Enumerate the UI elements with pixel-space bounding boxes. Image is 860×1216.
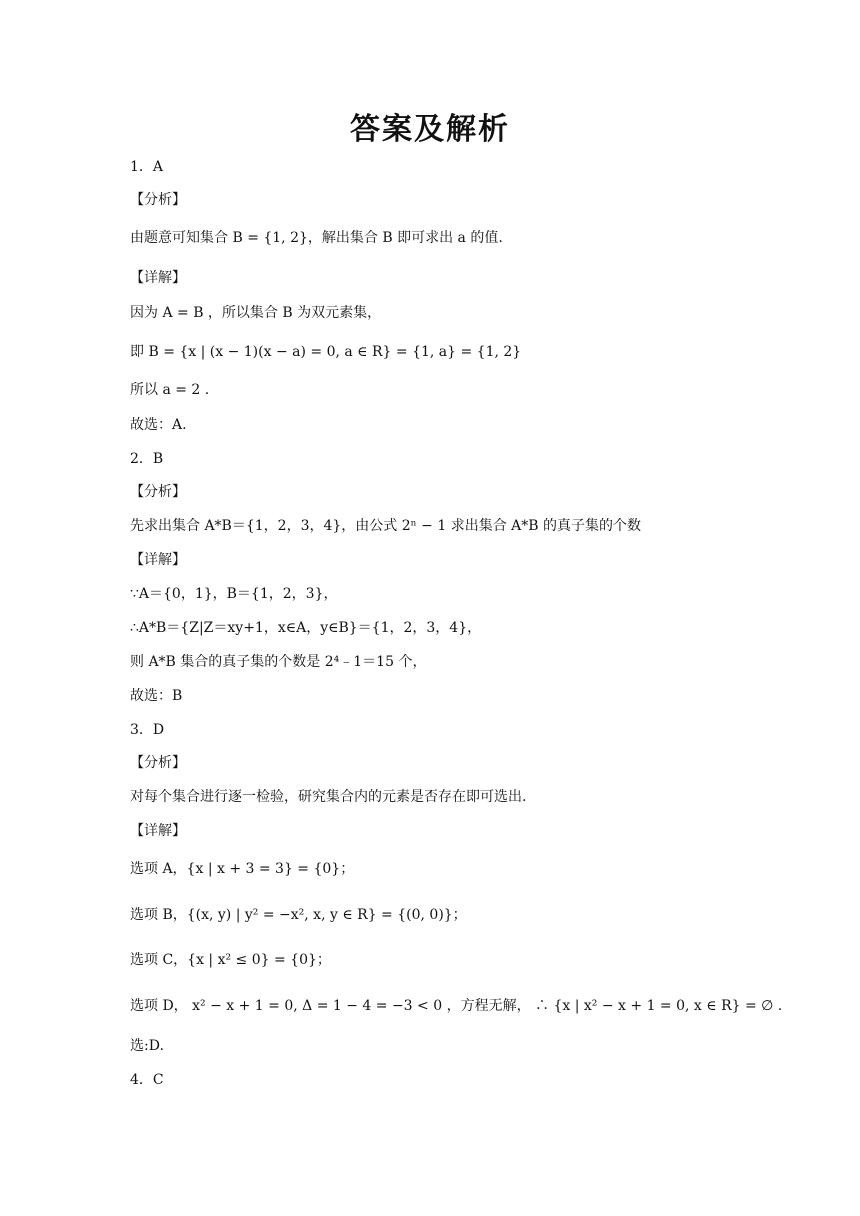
detail-text: 即 B = {x | (x − 1)(x − a) = 0, a ∈ R} = {1, a} = {1, 2} (130, 344, 522, 360)
question-4-answer: 4．C (130, 1072, 164, 1088)
analysis-text: 对每个集合进行逐一检验，研究集合内的元素是否存在即可选出. (130, 789, 527, 805)
analysis-heading: 【分析】 (130, 755, 186, 771)
detail-heading: 【详解】 (130, 270, 186, 286)
conclusion-text: 故选：A. (130, 417, 187, 433)
detail-heading: 【详解】 (130, 823, 186, 839)
conclusion-text: 故选：B (130, 688, 183, 704)
question-3-answer: 3．D (130, 722, 165, 738)
detail-text: ∴A*B＝{Z|Z＝xy+1，x∈A，y∈B}＝{1，2，3，4}， (130, 620, 482, 636)
option-b-text: 选项 B，{(x, y) | y² = −x², x, y ∈ R} = {(0, 0)}； (130, 907, 467, 923)
detail-text: 因为 A = B ，所以集合 B 为双元素集， (130, 305, 382, 321)
option-c-text: 选项 C，{x | x² ≤ 0} = {0}； (130, 952, 331, 968)
detail-text: 则 A*B 集合的真子集的个数是 2⁴﹣1＝15 个， (130, 654, 427, 670)
analysis-heading: 【分析】 (130, 192, 186, 208)
analysis-text: 由题意可知集合 B = {1, 2}，解出集合 B 即可求出 a 的值. (130, 230, 503, 246)
question-2-answer: 2．B (130, 451, 164, 467)
option-a-text: 选项 A，{x | x + 3 = 3} = {0}； (130, 861, 355, 877)
option-d-text: 选项 D， x² − x + 1 = 0, Δ = 1 − 4 = −3 < 0 ，方程无解， ∴ {x | x² − x + 1 = 0, x ∈ R} = ∅ . (130, 998, 783, 1014)
detail-text: 所以 a = 2 . (130, 382, 210, 398)
conclusion-text: 选:D. (130, 1038, 164, 1054)
question-1-answer: 1．A (130, 159, 164, 175)
analysis-text: 先求出集合 A*B＝{1，2，3，4}，由公式 2ⁿ − 1 求出集合 A*B 的真子集的个数 (130, 518, 641, 534)
page-title: 答案及解析 (350, 112, 510, 147)
detail-heading: 【详解】 (130, 552, 186, 568)
analysis-heading: 【分析】 (130, 484, 186, 500)
detail-text: ∵A＝{0，1}，B＝{1，2，3}， (130, 586, 338, 602)
